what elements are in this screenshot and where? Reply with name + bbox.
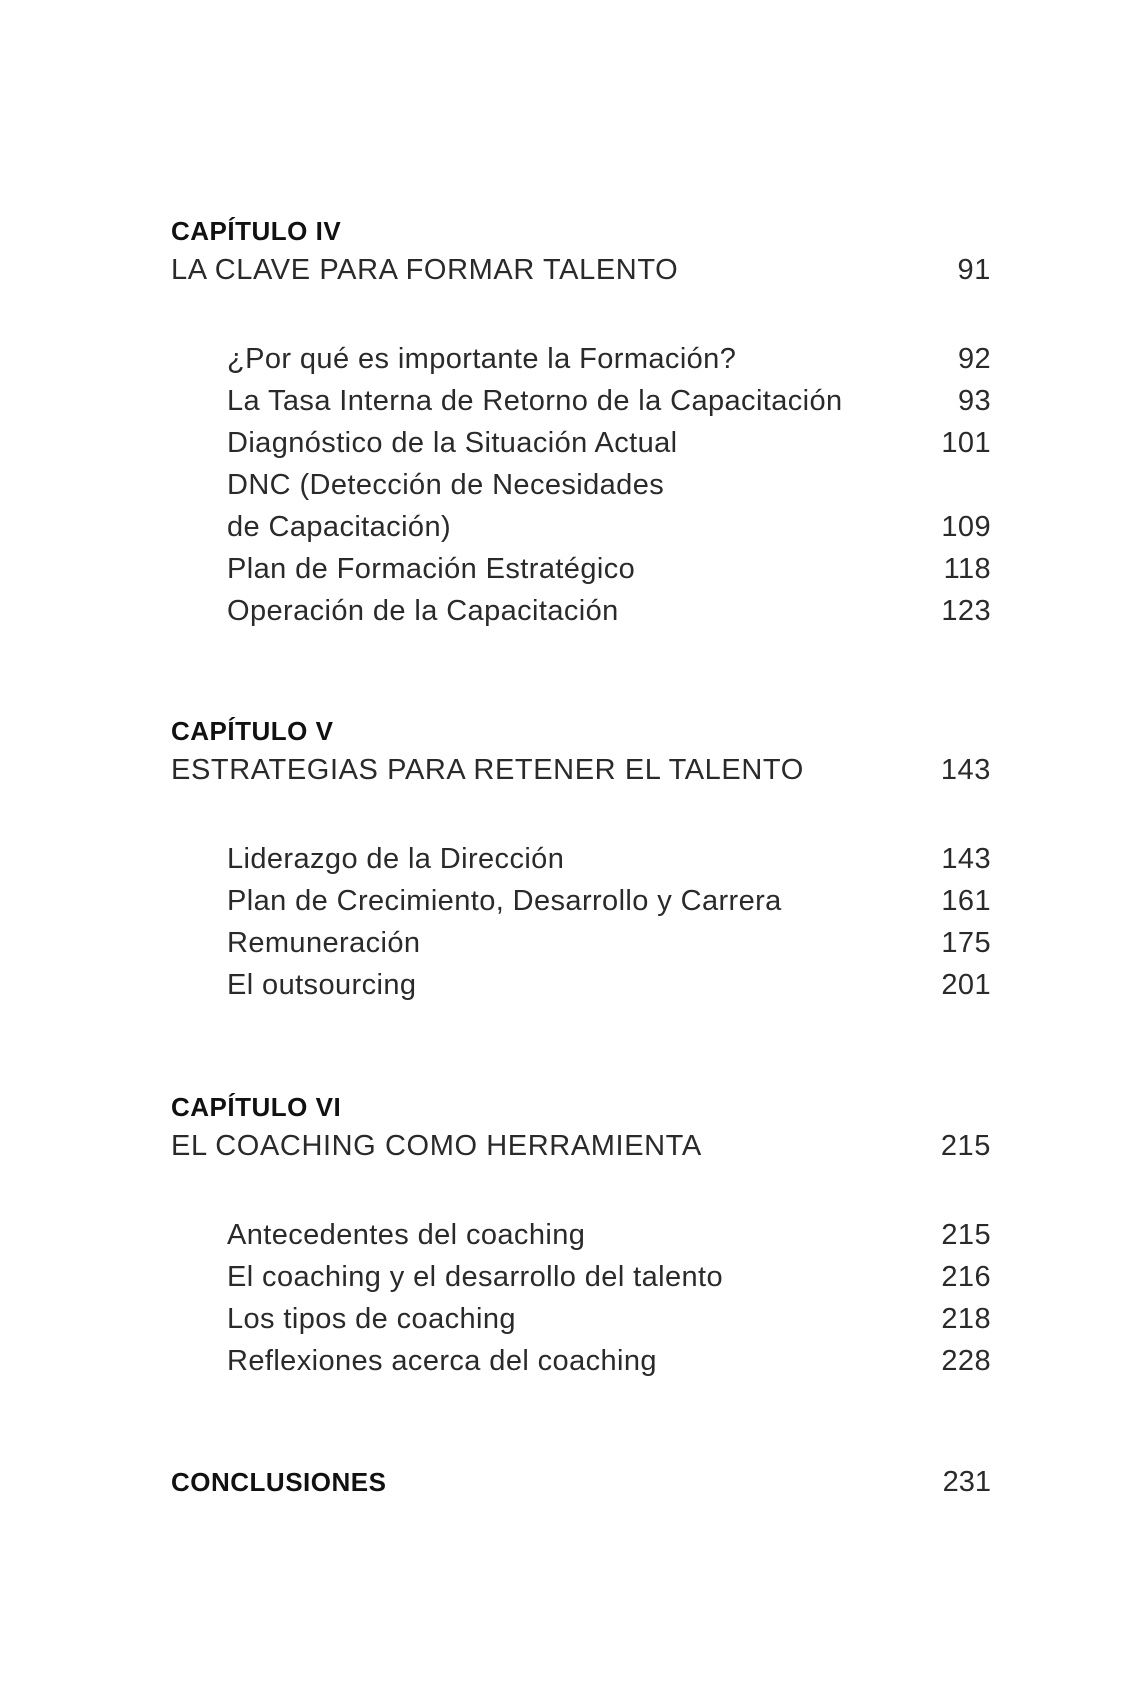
chapter-5 (171, 712, 991, 1006)
toc-entry[interactable] (227, 548, 991, 590)
chapter-title: LA CLAVE PARA FORMAR TALENTO (171, 254, 679, 286)
toc-entry-title: Antecedentes del coaching (227, 1219, 586, 1251)
toc-entry-title: Reflexiones acerca del coaching (227, 1345, 657, 1377)
toc-entry-page: 175 (941, 927, 991, 959)
toc-entry[interactable] (227, 1214, 991, 1256)
toc-entry[interactable] (227, 1340, 991, 1382)
toc-entry-title: El coaching y el desarrollo del talento (227, 1261, 723, 1293)
toc-entry-page: 92 (957, 343, 991, 375)
chapter-label: CAPÍTULO VI (171, 1092, 342, 1122)
toc-entry-page: 201 (941, 969, 991, 1001)
toc-entry-title: Operación de la Capacitación (227, 595, 619, 627)
chapter-title: ESTRATEGIAS PARA RETENER EL TALENTO (171, 754, 804, 786)
toc-entry-page: 215 (941, 1219, 991, 1251)
chapter-label: CAPÍTULO IV (171, 216, 342, 246)
chapter-4 (171, 212, 991, 632)
toc-entry[interactable] (227, 1298, 991, 1340)
toc-entry-title: Diagnóstico de la Situación Actual (227, 427, 678, 459)
section-list (227, 838, 991, 1006)
toc-entry[interactable] (227, 422, 991, 464)
toc-entry-page: 143 (941, 843, 991, 875)
toc-entry-title: Remuneración (227, 927, 421, 959)
toc-entry[interactable] (227, 1256, 991, 1298)
toc-entry[interactable] (227, 464, 991, 506)
chapter-title-row[interactable] (171, 250, 991, 290)
conclusiones-page-number: 231 (942, 1466, 991, 1498)
toc-entry-title: Liderazgo de la Dirección (227, 843, 565, 875)
toc-entry[interactable] (227, 922, 991, 964)
chapter-title-row[interactable] (171, 1126, 991, 1166)
chapter-page-number: 91 (957, 254, 991, 286)
toc-entry-page: 216 (941, 1261, 991, 1293)
toc-entry-page: 228 (941, 1345, 991, 1377)
toc-entry-page: 93 (957, 385, 991, 417)
toc-entry-page: 123 (941, 595, 991, 627)
toc-entry-page: 101 (941, 427, 991, 459)
toc-entry-title: Los tipos de coaching (227, 1303, 516, 1335)
chapter-page-number: 215 (940, 1130, 991, 1162)
toc-entry-page: 161 (941, 885, 991, 917)
chapter-page-number: 143 (940, 754, 991, 786)
toc-entry-title: de Capacitación) (227, 511, 452, 543)
chapter-6 (171, 1088, 991, 1382)
toc-entry-title: ¿Por qué es importante la Formación? (227, 343, 737, 375)
toc-entry[interactable] (227, 380, 991, 422)
toc-entry[interactable] (227, 506, 991, 548)
toc-entry-title: La Tasa Interna de Retorno de la Capacitación (227, 385, 843, 417)
section-list (227, 338, 991, 632)
toc-entry-title: El outsourcing (227, 969, 417, 1001)
toc-entry-page: 118 (943, 553, 991, 585)
toc-entry-page: 218 (941, 1303, 991, 1335)
toc-entry-page: 109 (941, 511, 991, 543)
conclusiones-label: CONCLUSIONES (171, 1467, 387, 1497)
toc-entry[interactable] (227, 880, 991, 922)
toc-entry[interactable] (227, 964, 991, 1006)
chapter-label: CAPÍTULO V (171, 716, 334, 746)
section-list (227, 1214, 991, 1382)
toc-entry-title: Plan de Formación Estratégico (227, 553, 636, 585)
toc-entry-title: Plan de Crecimiento, Desarrollo y Carrera (227, 885, 782, 917)
chapter-title: EL COACHING COMO HERRAMIENTA (171, 1130, 702, 1162)
chapter-title-row[interactable] (171, 750, 991, 790)
conclusiones-row[interactable] (171, 1466, 991, 1499)
toc-entry[interactable] (227, 838, 991, 880)
toc-entry[interactable] (227, 338, 991, 380)
toc-entry[interactable] (227, 590, 991, 632)
toc-entry-title: DNC (Detección de Necesidades (227, 469, 665, 501)
